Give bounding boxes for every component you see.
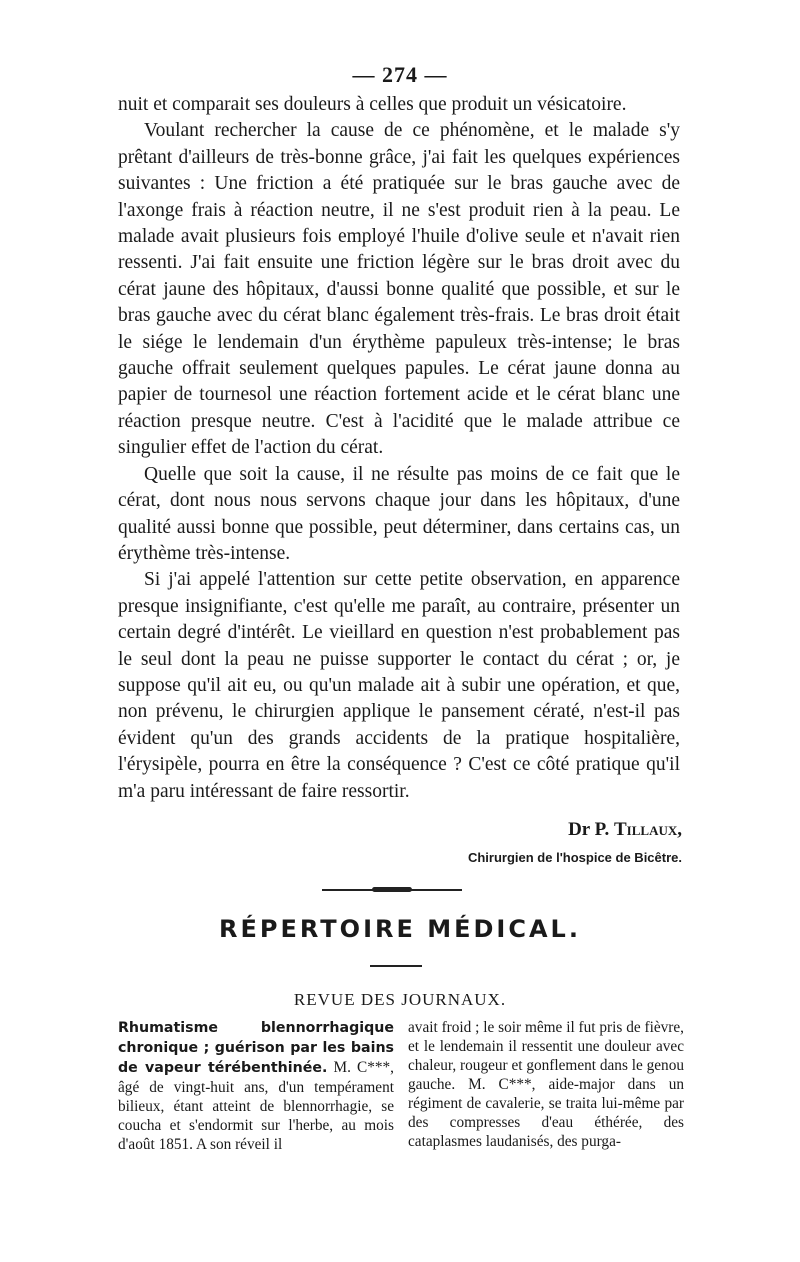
paragraph: Si j'ai appelé l'attention sur cette petite observation, en apparence presque insignifiante, c'est qu'elle me paraît, au contraire, présenter un certain degré d'intérêt. Le vieillard en question n'est probablement pas le seul dont la peau ne puisse supporter le contact du cérat ; or, je suppose qu'il ait eu, ou qu'un malade ait à subir une opération, et que, non prévenu, le chirurgien applique le pansement cératé, n'est-il pas évident qu'un des grands accidents de la pratique hospitalière, l'érysipèle, pourra en être la conséquence ? C'est ce côté pratique qu'il m'a paru intéressant de faire ressortir.	[118, 569, 680, 802]
left-column	[118, 1018, 394, 1154]
subheading: REVUE DES JOURNAUX.	[293, 990, 507, 1009]
body-text	[118, 92, 680, 805]
page-number: — 274 —	[352, 62, 448, 87]
article-text-left: M. C***, âgé de vingt-huit ans, d'un tempérament bilieux, étant atteint de blennorrhagie, se coucha et s'endormit sur l'herbe, au mois d'août 1851. A son réveil il	[118, 1059, 394, 1153]
section-heading: RÉPERTOIRE MÉDICAL.	[219, 915, 581, 943]
article-title: Rhumatisme blennorrhagique chronique ; guérison par les bains de vapeur térébenthinée.	[118, 1020, 394, 1076]
heading-rule	[370, 965, 422, 967]
paragraph: nuit et comparait ses douleurs à celles que produit un vésicatoire.	[118, 94, 627, 115]
article-start	[118, 1018, 394, 1154]
paragraph: Quelle que soit la cause, il ne résulte pas moins de ce fait que le cérat, dont nous nous servons chaque jour dans les hôpitaux, d'une qualité aussi bonne que possible, peut déterminer, dans certains cas, un érythème très-intense.	[118, 463, 680, 564]
author-surname: Tillaux,	[614, 819, 682, 840]
article-text-right: avait froid ; le soir même il fut pris de fièvre, et le lendemain il ressentit une douleur avec chaleur, rougeur et gonflement dans le genou gauche. M. C***, aide-major dans un régiment de cavalerie, se traita lui-même par des compresses d'eau éthérée, des cataplasmes laudanisés, des purga-	[408, 1019, 684, 1150]
right-column	[408, 1018, 684, 1151]
author-prefix: Dr P.	[568, 819, 614, 840]
author-name	[380, 818, 682, 842]
signature-block	[380, 818, 682, 868]
author-title: Chirurgien de l'hospice de Bicêtre.	[467, 850, 682, 865]
ornamental-divider	[322, 887, 462, 893]
paragraph: Voulant rechercher la cause de ce phénomène, et le malade s'y prêtant d'ailleurs de très-bonne grâce, j'ai fait les quelques expériences suivantes : Une friction a été pratiquée sur le bras gauche avec de l'axonge frais à réaction neutre, il ne s'est produit rien à la peau. Le malade avait plusieurs fois employé l'huile d'olive seule et n'avait rien ressenti. J'ai fait ensuite une friction légère sur le bras droit avec du cérat jaune des hôpitaux, d'aussi bonne qualité que possible, et sur le bras gauche avec du cérat blanc également très-frais. Le bras droit était le siége le lendemain d'un érythème papuleux très-intense; le bras gauche offrait seulement quelques papules. Le cérat jaune donna au papier de tournesol une réaction fortement acide et le cérat blanc une réaction presque neutre. C'est à l'acidité que le malade attribue ce singulier effet de l'action du cérat.	[118, 120, 680, 459]
